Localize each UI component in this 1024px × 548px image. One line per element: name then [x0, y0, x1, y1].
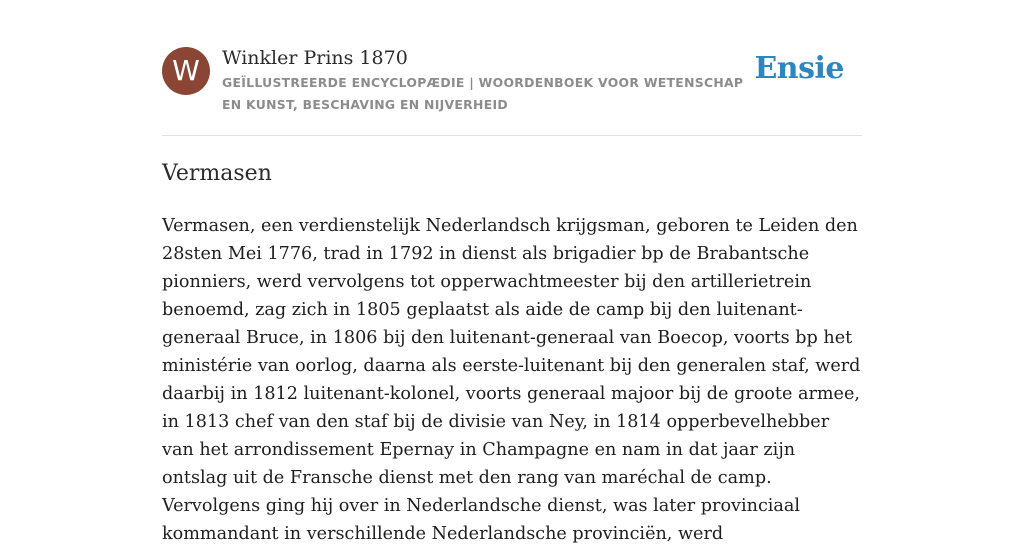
source-title-link[interactable]: Winkler Prins 1870: [222, 47, 408, 69]
source-subtitle: GEÏLLUSTREERDE ENCYCLOPÆDIE | WOORDENBOEK VOOR WETENSCHAP EN KUNST, BESCHAVING EN NIJVERHEID: [222, 75, 744, 112]
page-content: [162, 0, 862, 544]
source-avatar[interactable]: W: [162, 47, 210, 95]
entry-title: Vermasen: [162, 161, 272, 186]
ensie-logo-link[interactable]: Ensie: [754, 51, 844, 86]
entry-body-text: Vermasen, een verdienstelijk Nederlandsch krijgsman, geboren te Leiden den 28sten Mei 1776, trad in 1792 in dienst als brigadier bp de Brabantsche pionniers, werd vervolgens tot opperwachtmeester bij den artillerietrein benoemd, zag zich in 1805 geplaatst als aide de camp bij den luitenant-generaal Bruce, in 1806 bij den luitenant-generaal van Boecop, voorts bp het ministérie van oorlog, daarna als eerste-luitenant bij den generalen staf, werd daarbij in 1812 luitenant-kolonel, voorts generaal majoor bij de groote armee, in 1813 chef van den staf bij de divisie van Ney, in 1814 opperbevelhebber van het arrondissement Epernay in Champagne en nam in dat jaar zijn ontslag uit de Fransche dienst met den rang van maréchal de camp. Vervolgens ging hij over in Nederlandsche dienst, was later provinciaal kommandant in verschillende Nederlandsche provinciën, werd: [162, 216, 861, 544]
source-header: [162, 0, 862, 136]
